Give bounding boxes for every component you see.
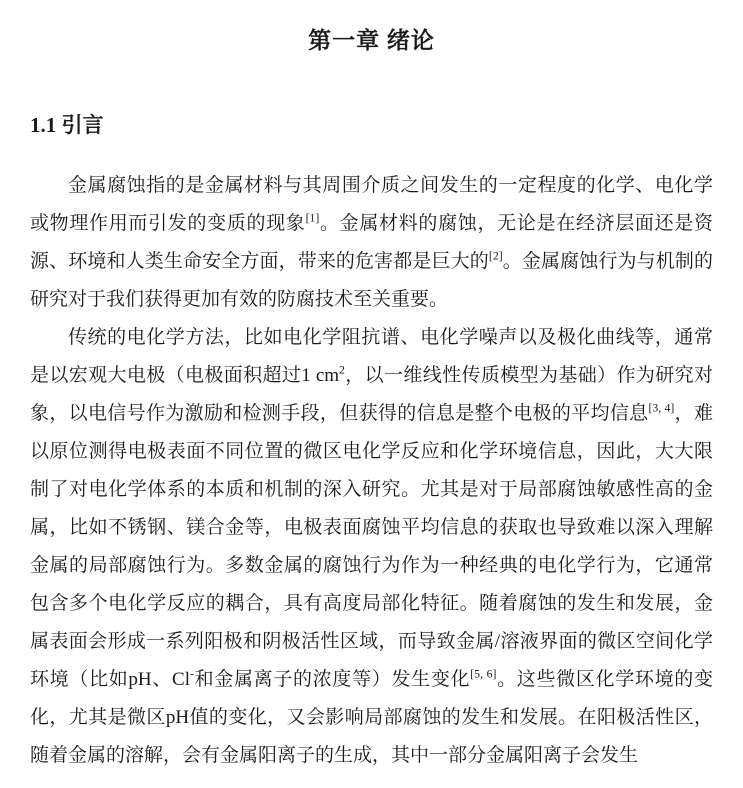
- citation-ref: [1]: [305, 211, 320, 225]
- citation-ref: [2]: [488, 249, 503, 263]
- text-run: ，难以原位测得电极表面不同位置的微区电化学反应和化学环境信息，因此，大大限制了对电化学体系的本质和机制的深入研究。尤其是对于局部腐蚀敏感性高的金属，比如不锈钢、镁合金等，电极表面腐蚀平均信息的获取也导致难以深入理解金属的局部腐蚀行为。多数金属的腐蚀行为作为一种经典的电化学行为，它通常包含多个电化学反应的耦合，具有高度局部化特征。随着腐蚀的发生和发展，金属表面会形成一系列阳极和阴极活性区域，而导致金属/溶液界面的微区空间化学环境（比如pH、Cl: [30, 403, 713, 691]
- paragraphs-container: [30, 167, 713, 775]
- chapter-title: 第一章 绪论: [308, 28, 435, 53]
- text-run: 金属腐蚀指的是金属材料与其周围介质之间发生的一定程度的化学、电化学或物理作用而引发的变质的现象: [30, 175, 713, 235]
- citation-ref: 2: [339, 363, 345, 377]
- section-heading: 1.1 引言: [30, 112, 104, 137]
- text-run: 。金属材料的腐蚀，无论是在经济层面还是资源、环境和人类生命安全方面，带来的危害都是巨大的: [30, 213, 713, 273]
- body-paragraph: [30, 319, 713, 775]
- body-paragraph: [30, 167, 713, 319]
- text-run: 。金属腐蚀行为与机制的研究对于我们获得更加有效的防腐技术至关重要。: [30, 251, 713, 311]
- text-run: 和金属离子的浓度等）发生变化: [193, 669, 471, 691]
- text-run: 。这些微区化学环境的变化，尤其是微区pH值的变化，又会影响局部腐蚀的发生和发展。在阳极活性区，随着金属的溶解，会有金属阳离子的生成，其中一部分金属阳离子会发生: [30, 669, 713, 767]
- citation-ref: [3, 4]: [648, 401, 675, 415]
- citation-ref: -: [189, 667, 194, 681]
- text-run: ，以一维线性传质模型为基础）作为研究对象，以电信号作为激励和检测手段，但获得的信息是整个电极的平均信息: [30, 365, 713, 425]
- text-run: 传统的电化学方法，比如电化学阻抗谱、电化学噪声以及极化曲线等，通常是以宏观大电极（电极面积超过1 cm: [30, 327, 713, 387]
- citation-ref: [5, 6]: [470, 667, 497, 681]
